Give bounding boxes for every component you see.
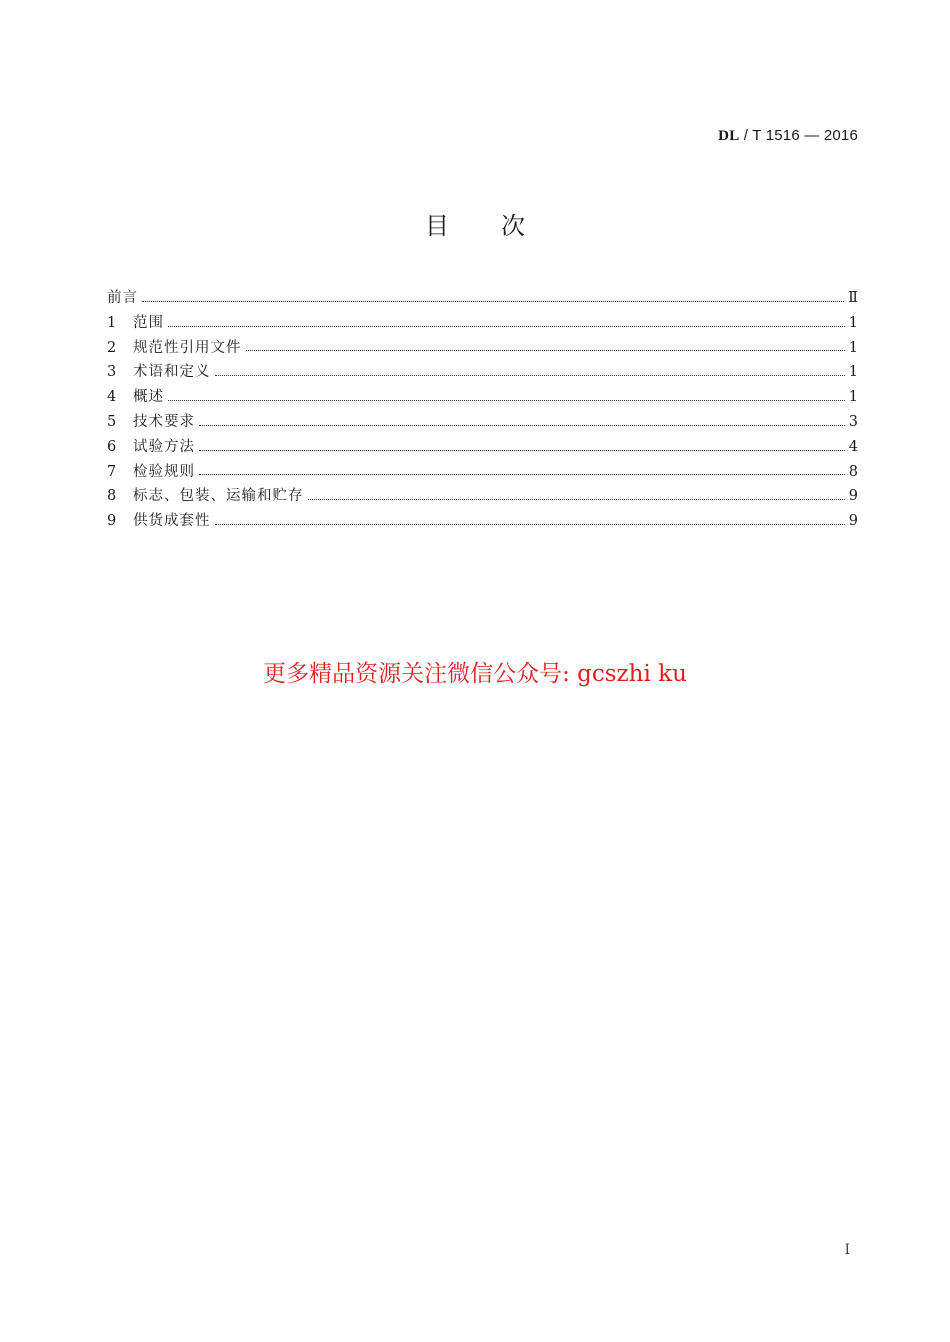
toc-entry-number: 2: [107, 339, 117, 356]
toc-entry-page: 1: [848, 389, 858, 406]
toc-entry-label: 术语和定义: [133, 364, 211, 381]
toc-entry-number: 4: [107, 389, 117, 406]
toc-entry-page: 9: [848, 488, 858, 505]
toc-leader-dots: [199, 474, 845, 475]
toc-leader-dots: [199, 450, 845, 451]
toc-entry[interactable]: [107, 360, 858, 385]
toc-entry[interactable]: [107, 336, 858, 361]
toc-entry-page: 9: [848, 513, 858, 530]
toc-entry-number: 3: [107, 364, 117, 381]
toc-entry-label: 概述: [133, 389, 164, 406]
standard-number: / T 1516 — 2016: [743, 127, 858, 144]
toc-entry-page: 1: [848, 314, 858, 331]
toc-leader-dots: [142, 301, 844, 302]
toc-entry[interactable]: [107, 509, 858, 534]
toc-entry-number: 5: [107, 413, 117, 430]
toc-entry-label: 前言: [107, 290, 138, 306]
toc-entry-label: 试验方法: [133, 438, 195, 455]
standard-prefix: DL: [718, 128, 740, 144]
toc-leader-dots: [168, 326, 845, 327]
toc-entry-label: 技术要求: [133, 413, 195, 430]
toc-entry-label: 范围: [133, 314, 164, 331]
toc-entry-number: 9: [107, 513, 117, 530]
table-of-contents: [107, 286, 858, 534]
toc-entry-page: 1: [848, 364, 858, 381]
toc-leader-dots: [168, 400, 845, 401]
toc-entry-page: 1: [848, 339, 858, 356]
toc-entry[interactable]: [107, 311, 858, 336]
toc-leader-dots: [215, 375, 845, 376]
toc-entry-page: 8: [848, 463, 858, 480]
toc-entry-number: 7: [107, 463, 117, 480]
toc-entry-number: 6: [107, 438, 117, 455]
toc-entry[interactable]: [107, 435, 858, 460]
toc-leader-dots: [308, 499, 845, 500]
toc-entry-page: 4: [848, 438, 858, 455]
toc-entry-page: 3: [848, 413, 858, 430]
promo-text: 更多精品资源关注微信公众号: gcszhi ku: [263, 661, 687, 687]
toc-entry-label: 规范性引用文件: [133, 339, 242, 356]
toc-entry[interactable]: [107, 410, 858, 435]
toc-leader-dots: [246, 350, 845, 351]
toc-entry-label: 标志、包装、运输和贮存: [133, 488, 304, 505]
toc-title: 目次: [425, 212, 577, 240]
toc-entry[interactable]: [107, 484, 858, 509]
toc-entry-label: 检验规则: [133, 463, 195, 480]
toc-entry[interactable]: [107, 385, 858, 410]
page-number: I: [844, 1242, 850, 1258]
standard-code: [718, 127, 858, 145]
toc-entry-number: 1: [107, 314, 117, 331]
toc-leader-dots: [199, 425, 845, 426]
toc-entry[interactable]: [107, 460, 858, 485]
toc-entry-page: Ⅱ: [848, 290, 858, 306]
toc-entry[interactable]: [107, 286, 858, 311]
toc-entry-label: 供货成套性: [133, 513, 211, 530]
toc-entry-number: 8: [107, 488, 117, 505]
toc-leader-dots: [215, 524, 845, 525]
